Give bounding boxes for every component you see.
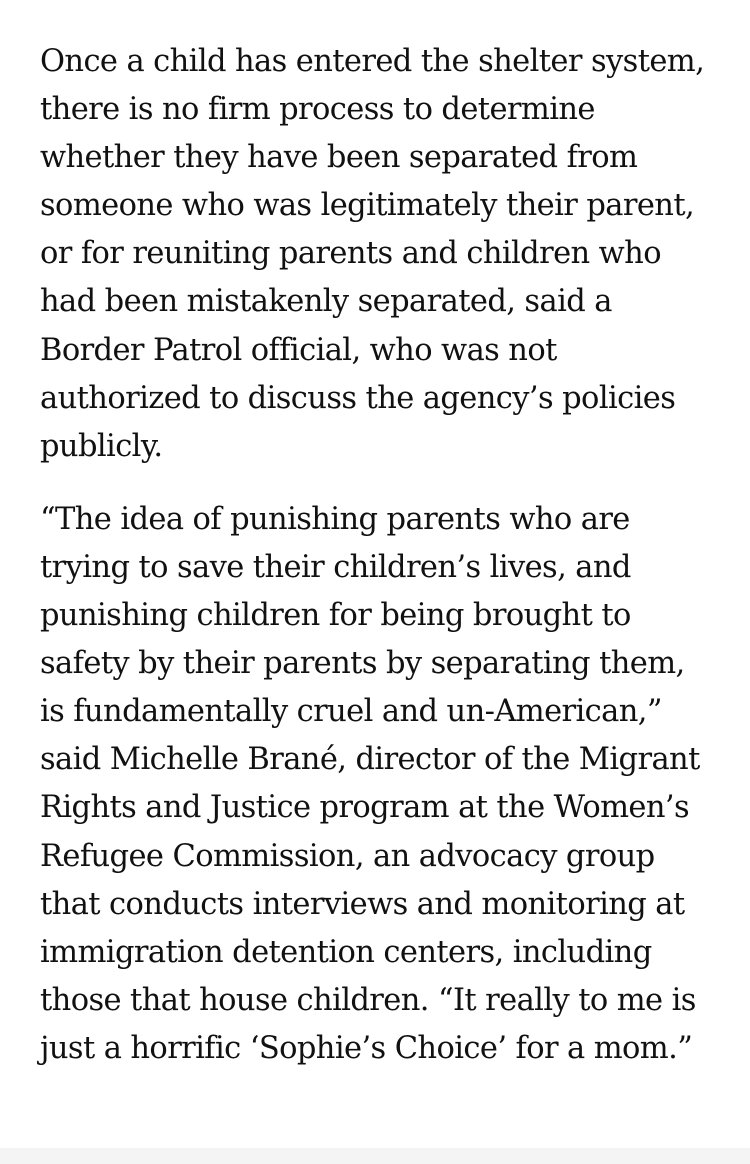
text-line: safety by their parents by separating them,: [40, 646, 685, 682]
text-line: is fundamentally cruel and un-American,”: [40, 694, 662, 730]
article-paragraph-1: [40, 38, 730, 471]
text-line: said Michelle Brané, director of the Migrant: [40, 742, 700, 778]
text-line: immigration detention centers, including: [40, 934, 652, 970]
text-line: there is no firm process to determine: [40, 92, 595, 128]
article-body: [40, 38, 730, 1073]
text-line: Border Patrol official, who was not: [40, 332, 557, 368]
text-line: Rights and Justice program at the Women’s: [40, 790, 690, 826]
text-line: Refugee Commission, an advocacy group: [40, 838, 655, 874]
text-line: someone who was legitimately their parent,: [40, 188, 695, 224]
text-line: that conducts interviews and monitoring at: [40, 886, 685, 922]
text-line: authorized to discuss the agency’s policies: [40, 380, 676, 416]
text-line: just a horrific ‘Sophie’s Choice’ for a mom.”: [40, 1030, 693, 1066]
text-line: or for reuniting parents and children who: [40, 236, 661, 272]
text-line: had been mistakenly separated, said a: [40, 284, 612, 320]
text-line: Once a child has entered the shelter system,: [40, 44, 705, 79]
text-line: trying to save their children’s lives, and: [40, 549, 631, 585]
text-line: those that house children. “It really to me is: [40, 982, 696, 1018]
article-paragraph-2: [40, 496, 730, 1073]
text-line: whether they have been separated from: [40, 140, 638, 176]
text-line: punishing children for being brought to: [40, 598, 631, 634]
footer-divider: [0, 1148, 750, 1164]
text-line: publicly.: [40, 428, 163, 464]
text-line: “The idea of punishing parents who are: [40, 501, 630, 537]
